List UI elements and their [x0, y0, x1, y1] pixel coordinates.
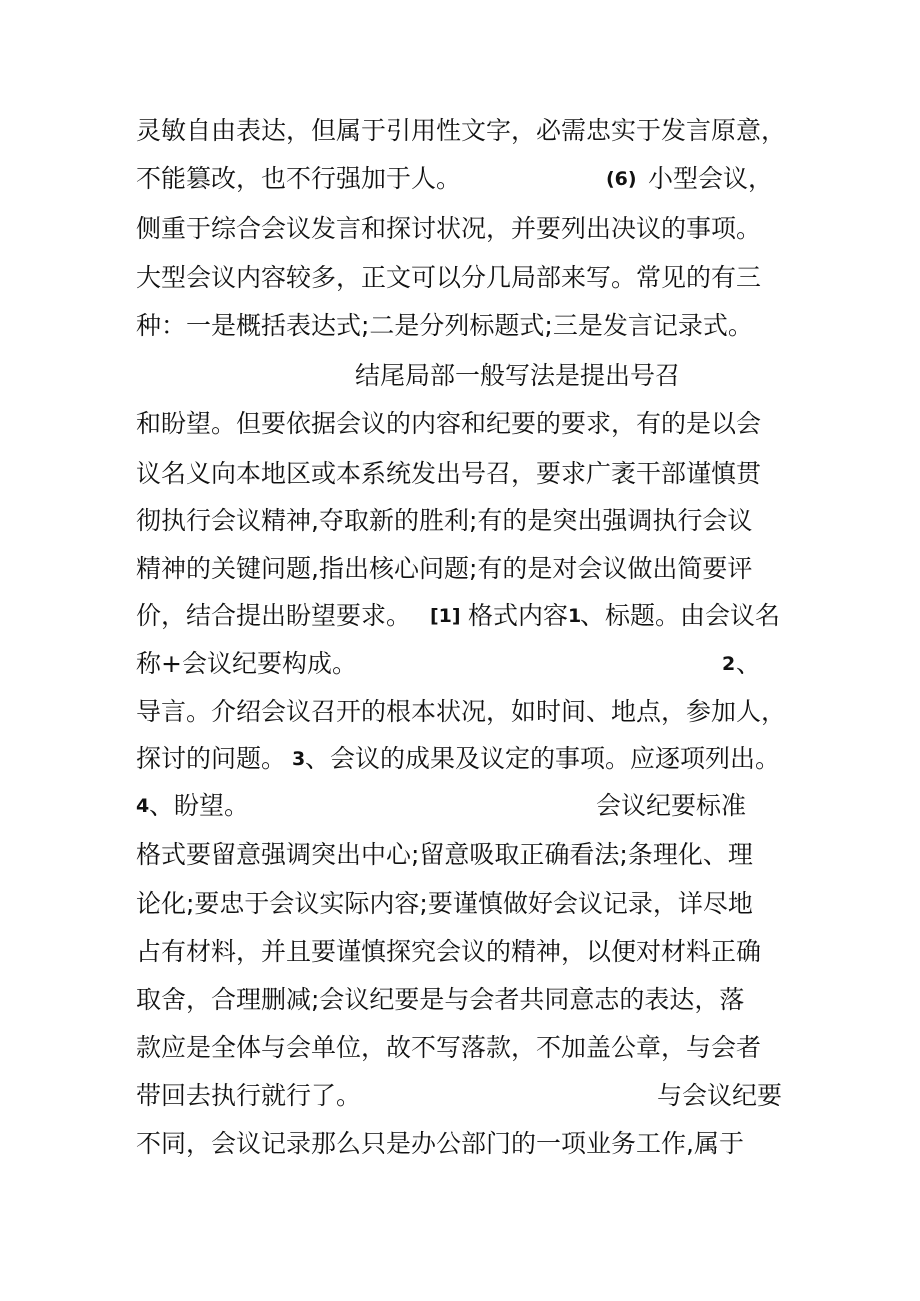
text-run: 灵敏自由表达，但属于引用性文字，必需忠实于发言原意，	[136, 116, 787, 145]
text-line-22	[0, 1120, 920, 1168]
text-line-14	[0, 735, 920, 783]
text-run: 种：一是概括表达式;二是分列标题式;三是发言记录式。	[136, 311, 753, 340]
text-run: 、标题。由会议名	[580, 601, 781, 630]
text-run: 和盼望。但要依据会议的内容和纪要的要求，有的是以会	[136, 409, 762, 438]
text-run: 议名义向本地区或本系统发出号召，要求广袤干部谨慎贯	[136, 459, 762, 488]
text-line-2	[0, 155, 920, 203]
text-run: 格式内容	[468, 601, 569, 630]
text-run: 价，结合提出盼望要求。	[136, 601, 412, 630]
item-number: 4	[136, 795, 150, 817]
text-run: 论化;要忠于会议实际内容;要谨慎做好会议记录，详尽地	[136, 889, 753, 918]
text-run: 不同，会议记录那么只是办公部门的一项业务工作,属于	[136, 1129, 744, 1158]
text-line-20	[0, 1024, 920, 1072]
text-run: 精神的关键问题,指出核心问题;有的是对会议做出简要评	[136, 554, 753, 583]
item-number: 1	[568, 605, 582, 627]
text-run: 款应是全体与会单位，故不写落款，不加盖公章，与会者	[136, 1033, 762, 1062]
text-line-7	[0, 400, 920, 448]
text-line-13	[0, 688, 920, 736]
text-run: 大型会议内容较多，正文可以分几局部来写。常见的有三	[136, 263, 762, 292]
text-line-10	[0, 545, 920, 593]
text-line-11	[0, 592, 920, 640]
item-number: 2	[722, 653, 736, 675]
item-number: (6)	[606, 168, 637, 190]
text-line-21	[0, 1072, 920, 1120]
text-run: 导言。介绍会议召开的根本状况，如时间、地点，参加人，	[136, 697, 787, 726]
text-run: 称+会议纪要构成。	[136, 649, 357, 678]
text-line-17	[0, 880, 920, 928]
text-line-19	[0, 976, 920, 1024]
text-run: 会议纪要标准	[596, 791, 747, 820]
text-run: 占有材料，并且要谨慎探究会议的精神，以便对材料正确	[136, 937, 762, 966]
item-number: 3	[292, 748, 306, 770]
text-run: 与会议纪要	[657, 1081, 783, 1110]
text-run: 、	[736, 649, 762, 678]
text-run: 、会议的成果及议定的事项。应逐项列出。	[305, 744, 781, 773]
reference-marker: [1]	[430, 605, 461, 627]
text-run: 探讨的问题。	[136, 744, 287, 773]
text-run: 结尾局部一般写法是提出号召	[355, 361, 681, 390]
text-run: 取舍，合理删减;会议纪要是与会者共同意志的表达，落	[136, 985, 745, 1014]
text-line-8	[0, 450, 920, 498]
text-line-3	[0, 205, 920, 253]
text-run: 格式要留意强调突出中心;留意吸取正确看法;条理化、理	[136, 840, 753, 869]
text-line-4	[0, 254, 920, 302]
text-line-15	[0, 782, 920, 830]
text-run: 侧重于综合会议发言和探讨状况，并要列出决议的事项。	[136, 214, 762, 243]
text-line-9	[0, 497, 920, 545]
text-line-1	[0, 107, 920, 155]
text-run: 、盼望。	[149, 791, 250, 820]
text-line-5	[0, 302, 920, 350]
text-line-12	[0, 640, 920, 688]
text-run: 小型会议，	[648, 164, 774, 193]
text-run: 彻执行会议精神,夺取新的胜利;有的是突出强调执行会议	[136, 506, 753, 535]
text-line-6	[0, 352, 920, 400]
text-run: 不能篡改，也不行强加于人。	[136, 164, 462, 193]
text-line-18	[0, 928, 920, 976]
text-run: 带回去执行就行了。	[136, 1081, 362, 1110]
text-line-16	[0, 831, 920, 879]
